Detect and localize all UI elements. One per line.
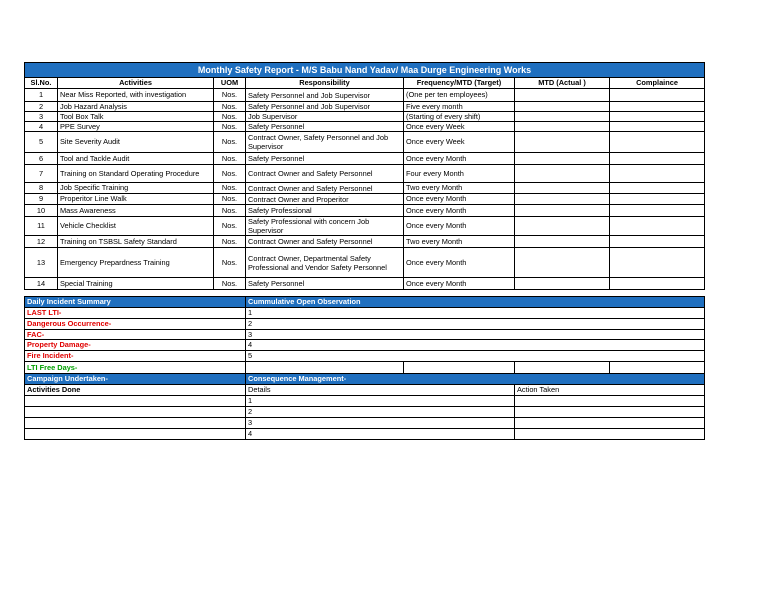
sl-no-cell: 1 [25, 89, 58, 102]
uom-cell: Nos. [214, 194, 246, 205]
responsibility-cell: Contract Owner and Safety Personnel [246, 183, 404, 194]
activity-cell: Vehicle Checklist [58, 217, 214, 236]
mtd-actual-cell[interactable] [515, 112, 610, 122]
frequency-cell: Once every Month [404, 248, 515, 278]
sl-no-cell: 14 [25, 278, 58, 290]
compliance-cell[interactable] [610, 89, 705, 102]
sl-no-cell: 8 [25, 183, 58, 194]
consequence-detail-2[interactable]: 2 [246, 407, 515, 418]
compliance-cell[interactable] [610, 112, 705, 122]
mtd-actual-cell[interactable] [515, 248, 610, 278]
spacer-row [25, 290, 705, 297]
summary-row-6 [25, 351, 705, 362]
cumulative-open-observation-header: Cummulative Open Observation [246, 297, 705, 308]
activity-cell: Properitor Line Walk [58, 194, 214, 205]
mtd-actual-cell[interactable] [515, 122, 610, 132]
sl-no-cell: 5 [25, 132, 58, 153]
header-mtd-actual: MTD (Actual ) [515, 78, 610, 89]
frequency-cell: (Starting of every shift) [404, 112, 515, 122]
sl-no-cell: 11 [25, 217, 58, 236]
consequence-action-1[interactable] [515, 396, 705, 407]
frequency-cell: Four every Month [404, 165, 515, 183]
observation-1[interactable]: 1 [246, 308, 705, 319]
activities-done-label: Activities Done [25, 385, 246, 396]
activity-cell: Emergency Prepardness Training [58, 248, 214, 278]
activity-cell: Tool Box Talk [58, 112, 214, 122]
frequency-cell: Once every Month [404, 153, 515, 165]
sl-no-cell: 7 [25, 165, 58, 183]
observation-5[interactable]: 5 [246, 351, 705, 362]
header-row [25, 78, 705, 89]
sl-no-cell: 13 [25, 248, 58, 278]
activity-cell: Site Severity Audit [58, 132, 214, 153]
lti-free-days-cell-c[interactable] [515, 362, 610, 374]
uom-cell: Nos. [214, 112, 246, 122]
table-row [25, 165, 705, 183]
summary-row-9 [25, 385, 705, 396]
lti-free-days-cell-d[interactable] [610, 362, 705, 374]
responsibility-cell: Safety Personnel and Job Supervisor [246, 102, 404, 112]
summary-row-5 [25, 340, 705, 351]
frequency-cell: Once every Month [404, 278, 515, 290]
responsibility-cell: Job Supervisor [246, 112, 404, 122]
frequency-cell: Once every Month [404, 217, 515, 236]
lti-free-days-label: LTI Free Days- [25, 362, 246, 374]
header-activities: Activities [58, 78, 214, 89]
mtd-actual-cell[interactable] [515, 183, 610, 194]
summary-row-11 [25, 407, 705, 418]
responsibility-cell: Contract Owner, Departmental Safety Professional and Vendor Safety Personnel [246, 248, 404, 278]
header-responsibility: Responsibility [246, 78, 404, 89]
activity-cell: Special Training [58, 278, 214, 290]
campaign-undertaken-header: Campaign Undertaken- [25, 374, 246, 385]
property-damage-label: Property Damage- [25, 340, 246, 351]
responsibility-cell: Contract Owner and Properitor [246, 194, 404, 205]
observation-4[interactable]: 4 [246, 340, 705, 351]
activity-cell: Near Miss Reported, with investigation [58, 89, 214, 102]
mtd-actual-cell[interactable] [515, 278, 610, 290]
frequency-cell: Two every Month [404, 236, 515, 248]
summary-row-4 [25, 330, 705, 340]
table-row [25, 102, 705, 112]
table-row [25, 194, 705, 205]
sl-no-cell: 3 [25, 112, 58, 122]
uom-cell: Nos. [214, 183, 246, 194]
activities-done-cell-4[interactable] [25, 429, 246, 440]
table-row [25, 183, 705, 194]
mtd-actual-cell[interactable] [515, 217, 610, 236]
table-row [25, 89, 705, 102]
table-row [25, 132, 705, 153]
mtd-actual-cell[interactable] [515, 194, 610, 205]
consequence-action-4[interactable] [515, 429, 705, 440]
mtd-actual-cell[interactable] [515, 205, 610, 217]
responsibility-cell: Safety Personnel [246, 153, 404, 165]
uom-cell: Nos. [214, 165, 246, 183]
compliance-cell[interactable] [610, 236, 705, 248]
compliance-cell[interactable] [610, 132, 705, 153]
frequency-cell: Once every Month [404, 205, 515, 217]
responsibility-cell: Safety Professional with concern Job Supervisor [246, 217, 404, 236]
consequence-action-2[interactable] [515, 407, 705, 418]
frequency-cell: (One per ten employees) [404, 89, 515, 102]
sl-no-cell: 12 [25, 236, 58, 248]
consequence-detail-4[interactable]: 4 [246, 429, 515, 440]
frequency-cell: Two every Month [404, 183, 515, 194]
consequence-action-3[interactable] [515, 418, 705, 429]
daily-incident-summary-header: Daily Incident Summary [25, 297, 246, 308]
mtd-actual-cell[interactable] [515, 236, 610, 248]
sl-no-cell: 10 [25, 205, 58, 217]
table-row [25, 236, 705, 248]
compliance-cell[interactable] [610, 122, 705, 132]
summary-row-2 [25, 308, 705, 319]
mtd-actual-cell[interactable] [515, 165, 610, 183]
mtd-actual-cell[interactable] [515, 102, 610, 112]
uom-cell: Nos. [214, 153, 246, 165]
activity-cell: Training on Standard Operating Procedure [58, 165, 214, 183]
uom-cell: Nos. [214, 248, 246, 278]
header-sl-no: Sl.No. [25, 78, 58, 89]
uom-cell: Nos. [214, 132, 246, 153]
safety-report-sheet [24, 62, 704, 440]
activity-cell: Tool and Tackle Audit [58, 153, 214, 165]
summary-row-12 [25, 418, 705, 429]
uom-cell: Nos. [214, 217, 246, 236]
uom-cell: Nos. [214, 89, 246, 102]
lti-free-days-cell-a[interactable] [246, 362, 404, 374]
activities-done-cell-1[interactable] [25, 396, 246, 407]
frequency-cell: Five every month [404, 102, 515, 112]
table-row [25, 112, 705, 122]
activity-cell: Job Hazard Analysis [58, 102, 214, 112]
uom-cell: Nos. [214, 102, 246, 112]
consequence-detail-3[interactable]: 3 [246, 418, 515, 429]
table-row [25, 278, 705, 290]
activity-cell: PPE Survey [58, 122, 214, 132]
uom-cell: Nos. [214, 236, 246, 248]
sl-no-cell: 2 [25, 102, 58, 112]
summary-row-13 [25, 429, 705, 440]
report-title: Monthly Safety Report - M/S Babu Nand Yadav/ Maa Durge Engineering Works [25, 63, 705, 78]
responsibility-cell: Safety Personnel and Job Supervisor [246, 89, 404, 102]
mtd-actual-cell[interactable] [515, 89, 610, 102]
compliance-cell[interactable] [610, 248, 705, 278]
compliance-cell[interactable] [610, 165, 705, 183]
fac-label: FAC- [25, 330, 246, 340]
responsibility-cell: Contract Owner and Safety Personnel [246, 236, 404, 248]
responsibility-cell: Safety Personnel [246, 278, 404, 290]
compliance-cell[interactable] [610, 217, 705, 236]
uom-cell: Nos. [214, 278, 246, 290]
observation-2[interactable]: 2 [246, 319, 705, 330]
responsibility-cell: Safety Personnel [246, 122, 404, 132]
compliance-cell[interactable] [610, 183, 705, 194]
last-lti-label: LAST LTI- [25, 308, 246, 319]
table-row [25, 217, 705, 236]
compliance-cell[interactable] [610, 278, 705, 290]
responsibility-cell: Safety Professional [246, 205, 404, 217]
compliance-cell[interactable] [610, 102, 705, 112]
table-row [25, 205, 705, 217]
activity-cell: Training on TSBSL Safety Standard [58, 236, 214, 248]
activities-done-cell-3[interactable] [25, 418, 246, 429]
details-header: Details [246, 385, 515, 396]
safety-report-table [24, 62, 705, 440]
summary-row-8 [25, 374, 705, 385]
consequence-management-header: Consequence Management- [246, 374, 705, 385]
action-taken-header: Action Taken [515, 385, 705, 396]
compliance-cell[interactable] [610, 153, 705, 165]
uom-cell: Nos. [214, 122, 246, 132]
frequency-cell: Once every Week [404, 122, 515, 132]
table-row [25, 248, 705, 278]
uom-cell: Nos. [214, 205, 246, 217]
sl-no-cell: 6 [25, 153, 58, 165]
activities-done-cell-2[interactable] [25, 407, 246, 418]
header-uom: UOM [214, 78, 246, 89]
responsibility-cell: Contract Owner and Safety Personnel [246, 165, 404, 183]
mtd-actual-cell[interactable] [515, 132, 610, 153]
summary-row-3 [25, 319, 705, 330]
frequency-cell: Once every Month [404, 194, 515, 205]
mtd-actual-cell[interactable] [515, 153, 610, 165]
observation-3[interactable]: 3 [246, 330, 705, 340]
frequency-cell: Once every Week [404, 132, 515, 153]
table-row [25, 153, 705, 165]
compliance-cell[interactable] [610, 194, 705, 205]
header-frequency: Frequency/MTD (Target) [404, 78, 515, 89]
fire-incident-label: Fire Incident- [25, 351, 246, 362]
responsibility-cell: Contract Owner, Safety Personnel and Job Supervisor [246, 132, 404, 153]
dangerous-occurrence-label: Dangerous Occurrence- [25, 319, 246, 330]
activity-cell: Mass Awareness [58, 205, 214, 217]
sl-no-cell: 4 [25, 122, 58, 132]
summary-row-1 [25, 297, 705, 308]
summary-row-10 [25, 396, 705, 407]
table-row [25, 122, 705, 132]
activity-cell: Job Specific Training [58, 183, 214, 194]
header-compliance: Complaince [610, 78, 705, 89]
lti-free-days-cell-b[interactable] [404, 362, 515, 374]
summary-row-7 [25, 362, 705, 374]
compliance-cell[interactable] [610, 205, 705, 217]
sl-no-cell: 9 [25, 194, 58, 205]
consequence-detail-1[interactable]: 1 [246, 396, 515, 407]
